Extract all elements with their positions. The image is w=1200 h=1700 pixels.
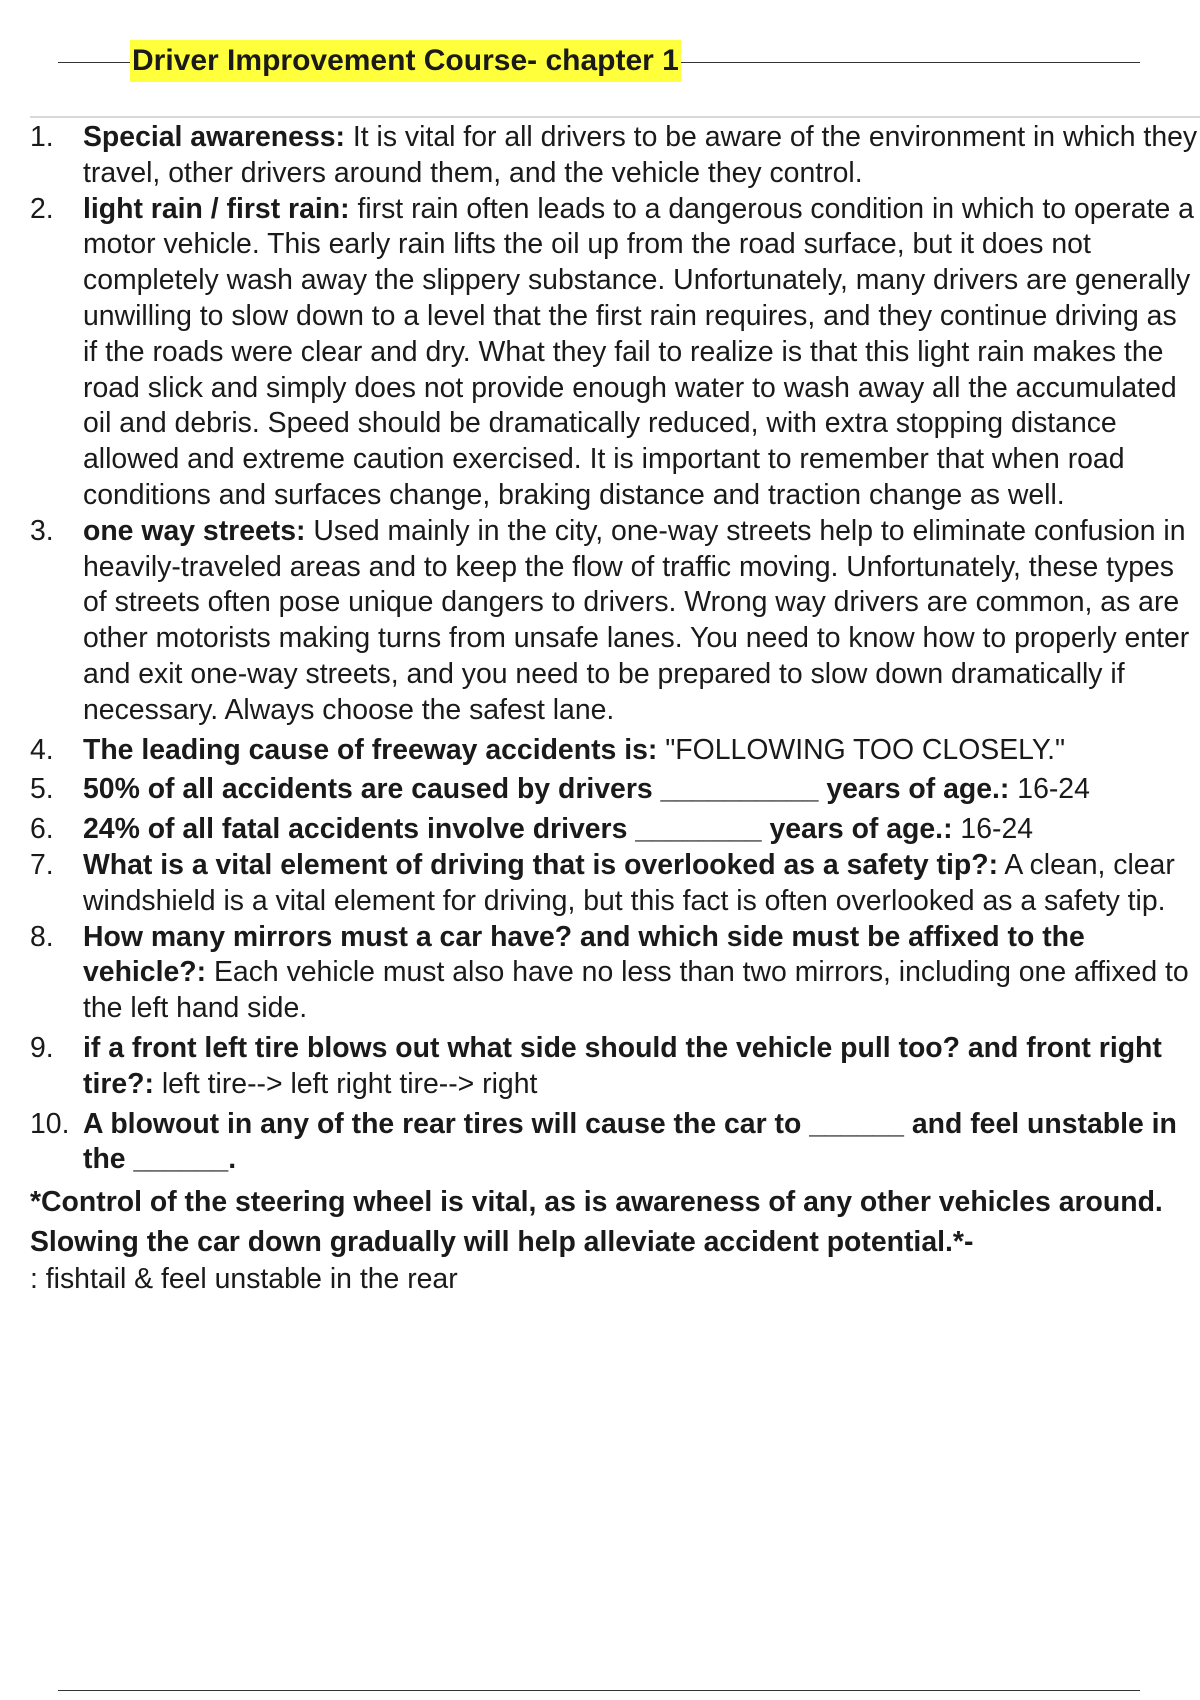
item-number: 7. (30, 848, 54, 881)
item-number: 1. (30, 121, 54, 153)
item-answer: 16-24 (1009, 773, 1090, 806)
list-item (30, 192, 1198, 514)
list-item (30, 772, 1198, 808)
footer-rule (58, 1690, 1140, 1691)
item-number: 2. (30, 192, 54, 225)
item-answer: Each vehicle must also have no less than two mirrors, including one affixed to the left hand side. (83, 956, 1189, 1025)
title-rule-right (681, 62, 1140, 63)
item-answer: A clean, clear windshield is a vital element for driving, but this fact is often overlooked as a safety tip. (83, 848, 1175, 917)
list-item (30, 848, 1198, 920)
item-number: 5. (30, 773, 54, 806)
item-answer: first rain often leads to a dangerous condition in which to operate a motor vehicle. This early rain lifts the oil up from the road surface, but it does not completely wash away the slippery substance. Unfortunately, many drivers are generally unwilling to slow down to a level that the first rain requires, and they continue driving as if the roads were clear and dry. What they fail to realize is that this light rain makes the road slick and simply does not provide enough water to wash away all the accumulated oil and debris. Speed should be dramatically reduced, with extra stopping distance allowed and extreme caution exercised. It is important to remember that when road conditions and surfaces change, braking distance and traction change as well. (83, 192, 1194, 511)
item-number: 3. (30, 514, 54, 547)
title-rule-left (58, 62, 130, 63)
item-number: 8. (30, 920, 54, 953)
item-question: How many mirrors must a car have? and which side must be affixed to the vehicle?: (83, 920, 1085, 989)
page-title: Driver Improvement Course- chapter 1 (130, 40, 681, 82)
list-item (30, 920, 1198, 1027)
item-number: 10. (30, 1107, 70, 1140)
list-item (30, 1031, 1198, 1103)
answer-line: : fishtail & feel unstable in the rear (30, 1263, 458, 1296)
item-answer: 16-24 (952, 813, 1034, 846)
item-answer: "FOLLOWING TOO CLOSELY." (657, 733, 1066, 766)
item-question: light rain / first rain: (83, 192, 350, 225)
steering-note: *Control of the steering wheel is vital, as is awareness of any other vehicles around. Slowing the car down gradually will help alleviate accident potential.*- (30, 1186, 1163, 1259)
item-question: The leading cause of freeway accidents is: (83, 733, 658, 766)
item-number: 6. (30, 813, 54, 846)
title-row (58, 38, 1140, 84)
item-question: if a front left tire blows out what side should the vehicle pull too? and front right tire?: (83, 1031, 1162, 1100)
header-divider (30, 116, 1200, 118)
item-question: A blowout in any of the rear tires will cause the car to ______ and feel unstable in the ______. (83, 1107, 1177, 1176)
list-item (30, 514, 1198, 729)
item-answer: Used mainly in the city, one-way streets help to eliminate confusion in heavily-traveled areas and to keep the flow of traffic moving. Unfortunately, these types of streets often pose unique dangers to drivers. Wrong way drivers are common, as are other motorists making turns from unsafe lanes. You need to know how to properly enter and exit one-way streets, and you need to be prepared to slow down dramatically if necessary. Always choose the safest lane. (83, 514, 1190, 726)
item-question: one way streets: (83, 514, 306, 547)
list-item (30, 733, 1198, 769)
item-question: 50% of all accidents are caused by drivers __________ years of age.: (83, 773, 1010, 806)
list-item (30, 1107, 1198, 1179)
item-question: Special awareness: (83, 121, 345, 153)
list-item (30, 812, 1198, 848)
item-number: 4. (30, 733, 54, 766)
list-item (30, 120, 1198, 192)
question-list (30, 120, 1198, 1178)
item-answer: It is vital for all drivers to be aware of the environment in which they travel, other drivers around them, and the vehicle they control. (83, 121, 1198, 189)
document-body (30, 120, 1198, 1298)
item-answer: left tire--> left right tire--> right (153, 1067, 538, 1100)
item-question: 24% of all fatal accidents involve drivers ________ years of age.: (83, 813, 953, 846)
item-number: 9. (30, 1031, 54, 1064)
item-question: What is a vital element of driving that is overlooked as a safety tip?: (83, 848, 999, 881)
